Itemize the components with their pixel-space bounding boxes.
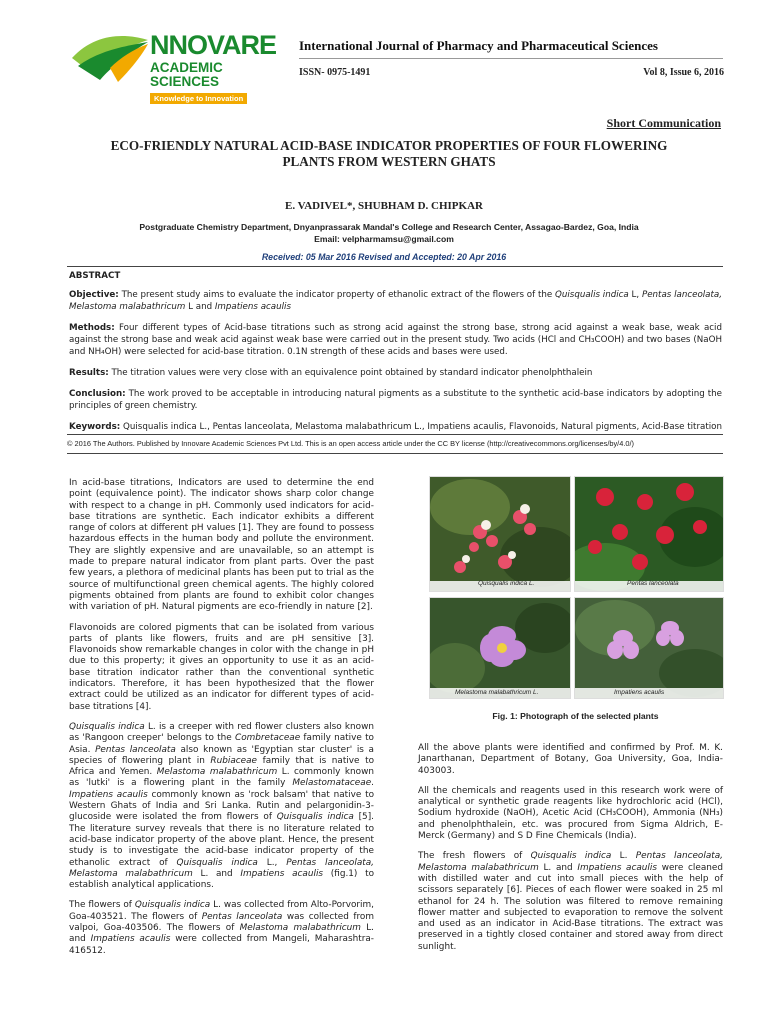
left-column: [69, 478, 374, 966]
logo-tagline: Knowledge to Innovation: [150, 93, 247, 104]
abstract-bottom-rule: [67, 434, 723, 435]
abstract-heading: ABSTRACT: [69, 271, 121, 281]
abstract: [69, 270, 722, 433]
abstract-conclusion: Conclusion: The work proved to be acceptable in introducing natural pigments as a substitute to the synthetic acid-base indicators by adopting the principles of green chemistry.: [69, 389, 722, 411]
leaf-logo-icon: [70, 28, 160, 86]
intro-paragraph-3: Quisqualis indica L. is a creeper with red flower clusters also known as 'Rangoon creeper' belongs to the Combretaceae family native to Asia. Pentas lanceolata also known as 'Egyptian star cluster' is a species of flowering plant in Rubiaceae family that is native to Africa and Yemen. Melastoma malabathricum L. commonly known as 'lutki' is a flowering plant in the family Melastomataceae. Impatiens acaulis commonly known as 'rock balsam' that native to Western Ghats of India and Sri Lanka. Rutin and pelargonidin-3-glucoside were isolated the from flowers of Quisqualis indica [5]. The literature survey reveals that there is no literature related to acid-base indicator property of the above plant. Hence, the present study is to investigate the acid-base indicator property of the ethanolic extract of Quisqualis indica L., Pentas lanceolata, Melastoma malabathricum L. and Impatiens acaulis (fig.1) to establish analytical applications.: [69, 721, 375, 891]
abstract-methods: Methods: Four different types of Acid-base titrations such as strong acid against the strong base, strong acid against a weak base, weak acid against the strong base and weak acid against weak base were carried out in the present study. Two acids (HCl and CH₃COOH) and two bases (NaOH and NH₄OH) were selected for acid-base titration. 0.1N strength of these acids and bases were used.: [69, 323, 722, 357]
header-rule: [299, 58, 723, 59]
intro-paragraph-4: The flowers of Quisqualis indica L. was collected from Alto-Porvorim, Goa-403521. The flowers of Pentas lanceolata was collected from valpoi, Goa-403506. The flowers of Melastoma malabathricum L. and Impatiens acaulis were collected from Mangeli, Maharashtra-416512.: [69, 900, 375, 956]
right-column: [418, 743, 723, 962]
figure-caption: Fig. 1: Photograph of the selected plants: [492, 711, 659, 721]
license-text: © 2016 The Authors. Published by Innovare Academic Sciences Pvt Ltd. This is an open access article under the CC BY license (http://creativecommons.org/licenses/by/4.0/): [67, 439, 635, 448]
logo-subtitle: ACADEMIC SCIENCES: [150, 60, 223, 89]
photo-quisqualis-indica: [429, 476, 571, 592]
publisher-logo: [70, 28, 277, 103]
caption-pentas: Pentas lanceolata: [627, 580, 679, 587]
photo-impatiens-acaulis: [574, 597, 724, 699]
journal-title: International Journal of Pharmacy and Pharmaceutical Sciences: [299, 38, 658, 53]
intro-paragraph-1: In acid-base titrations, Indicators are used to determine the end point (equivalence point). The indicator shows sharp color change with respect to a change in pH. Commonly used indicators for acid-base titrations are synthetic. Each indicator exhibits a different range of colors at different pH values [1]. They are found to possess hazardous effects in the human body and pollute the environment. They are slightly expensive and are unavailable, so an attempt is made to prepare natural indicator from plant parts. Over the past few years, a plethora of medicinal plants has been put to trial as the source of multifunctional green chemical agents. The highly colored pigments obtained from plants are found to exhibit color changes with variation of pH. Natural pigments are eco-friendly in nature [2].: [69, 478, 374, 613]
article-type: Short Communication: [606, 116, 721, 130]
abstract-keywords: Keywords: Quisqualis indica L., Pentas lanceolata, Melastoma malabathricum L., Impatiens acaulis, Flavonoids, Natural pigments, Acid-Base titration: [69, 422, 722, 432]
caption-melastoma: Melastoma malabathricum L.: [455, 689, 539, 696]
methods-paragraph-3: The fresh flowers of Quisqualis indica L. Pentas lanceolata, Melastoma malabathricum L. and Impatiens acaulis were cleaned with distilled water and cut into small pieces with the help of scissors separately [6]. Pieces of each flower were soaked in 25 ml ethanol for 24 h. The solution was filtered to remove remaining flower matter and subjected to evaporation to remove the solvent and used as an indicator in Acid-Base titrations. The extract was preserved in a tightly closed container and stored away from direct sunlight.: [418, 851, 724, 952]
authors: E. VADIVEL*, SHUBHAM D. CHIPKAR: [285, 200, 483, 212]
issn: ISSN- 0975-1491: [299, 67, 371, 78]
methods-paragraph-1: All the above plants were identified and confirmed by Prof. M. K. Janarthanan, Department of Botany, Goa University, Goa, India-403003.: [418, 743, 723, 776]
methods-paragraph-2: All the chemicals and reagents used in this research work were of analytical or synthetic grade reagents like hydrochloric acid (HCl), Sodium hydroxide (NaOH), Acetic Acid (CH₃COOH), Ammonia (NH₃) and phenolphthalein, etc. was procured from Sigma Aldrich, E-Merck (Germany) and S D Fine Chemicals (India).: [418, 785, 723, 842]
received-dates: Received: 05 Mar 2016 Revised and Accepted: 20 Apr 2016: [261, 252, 507, 262]
intro-paragraph-2: Flavonoids are colored pigments that can be isolated from various parts of plants like flowers, fruits and are pH sensitive [3]. Flavonoids show remarkable changes in color with the change in pH due to this property; it gives an opportunity to use it as an acid-base titration indicator rather than the conventional synthetic indicators. Therefore, it has been hypothesized that the flower extract could be utilized as an indicator for different types of acid-base titrations [4].: [69, 622, 374, 712]
abstract-top-rule: [67, 266, 723, 267]
email: Email: velpharmamsu@gmail.com: [314, 234, 454, 244]
logo-name: NNOVARE: [150, 30, 277, 60]
affiliation: Postgraduate Chemistry Department, Dnyanprassarak Mandal's College and Research Center, Assagao-Bardez, Goa, India: [139, 222, 639, 232]
abstract-results: Results: The titration values were very close with an equivalence point obtained by standard indicator phenolphthalein: [69, 368, 593, 378]
license-rule: [67, 453, 723, 454]
photo-melastoma-malabathricum: [429, 597, 571, 699]
caption-quisqualis: Quisqualis indica L.: [478, 580, 535, 587]
abstract-objective: Objective: The present study aims to evaluate the indicator property of ethanolic extract of the flowers of the Quisqualis indica L, Pentas lanceolata, Melastoma malabathricum L and Impatiens acaulis: [69, 290, 722, 312]
photo-pentas-lanceolata: [574, 476, 724, 592]
article-title: ECO-FRIENDLY NATURAL ACID-BASE INDICATOR PROPERTIES OF FOUR FLOWERING PLANTS FROM WESTERN GHATS: [110, 138, 668, 169]
volume-issue: Vol 8, Issue 6, 2016: [643, 67, 724, 78]
caption-impatiens: Impatiens acaulis: [614, 689, 665, 696]
